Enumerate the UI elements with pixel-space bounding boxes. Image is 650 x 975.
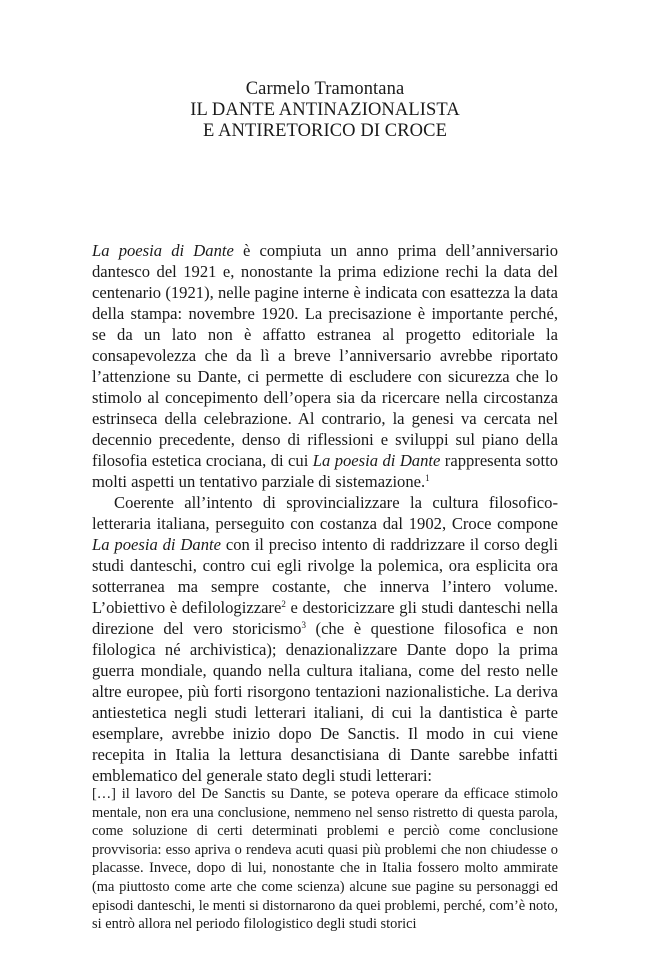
work-title-italic: La poesia di Dante (92, 535, 221, 554)
paragraph-2-text-d: (che è questione filosofica e non filologica né archivistica); denazionalizzare Dante dopo la prima guerra mondiale, quando nella cultura italiana, come del resto nelle altre europee, più forti risorgono tentazioni nazionalistiche. La deriva antiestetica negli studi letterari italiani, di cui la dantistica è parte esemplare, avrebbe inizio dopo De Sanctis. Il modo in cui viene recepita in Italia la lettura desanctisiana di Dante sarebbe infatti emblematico del generale stato degli studi letterari: (92, 619, 558, 785)
block-quote (92, 785, 558, 934)
paragraph-1-text-b: rappresenta sotto molti aspetti un tentativo parziale di sistemazione. (92, 451, 558, 491)
paragraph-2 (92, 492, 558, 786)
block-quote-text: […] il lavoro del De Sanctis su Dante, se poteva operare da efficace stimolo mentale, non era una conclusione, nemmeno nel senso ristretto di questa parola, come soluzione di certi determinati problemi e perciò come conclusione provvisoria: esso apriva o rendeva acuti quasi più problemi che non chiudesse o placasse. Invece, dopo di lui, nonostante che in Italia fossero molto ammirate (ma piuttosto come arte che come scienza) alcune sue pagine su personaggi ed episodi danteschi, le menti si distornarono da quei problemi, perché, com’è noto, si entrò allora nel periodo filologistico degli studi storici (92, 786, 558, 933)
paragraph-1 (92, 240, 558, 492)
chapter-header (0, 79, 650, 142)
paragraph-2-text-c: e destoricizzare gli studi danteschi nella direzione del vero storicismo (92, 598, 558, 638)
footnote-ref-1[interactable]: 1 (425, 473, 430, 483)
paragraph-1-text-a: è compiuta un anno prima dell’anniversario dantesco del 1921 e, nonostante la prima edizione rechi la data del centenario (1921), nelle pagine interne è indicata con esattezza la data della stampa: novembre 1920. La precisazione è importante perché, se da un lato non è affatto estranea al progetto editoriale la consapevolezza che da lì a breve l’anniversario avrebbe riportato l’attenzione su Dante, ci permette di escludere con sicurezza che lo stimolo al concepimento dell’opera sia da ricercare nella circostanza estrinseca della celebrazione. Al contrario, la genesi va cercata nel decennio precedente, denso di riflessioni e sviluppi sul piano della filosofia estetica crociana, di cui (92, 241, 558, 470)
body-text (92, 240, 558, 786)
paragraph-2-text-b: con il preciso intento di raddrizzare il corso degli studi danteschi, contro cui egli rivolge la polemica, ora esplicita ora sotterranea ma sempre costante, che innerva l’intero volume. L’obiettivo è defilologizzare (92, 535, 558, 617)
work-title-italic: La poesia di Dante (312, 451, 441, 470)
author-name: Carmelo Tramontana (245, 79, 405, 99)
chapter-title-line-2: E ANTIRETORICO DI CROCE (202, 121, 447, 141)
footnote-ref-3[interactable]: 3 (301, 620, 306, 630)
footnote-ref-2[interactable]: 2 (281, 599, 286, 609)
chapter-title-line-1: IL DANTE ANTINAZIONALISTA (190, 100, 460, 120)
work-title-italic: La poesia di Dante (92, 241, 234, 260)
paragraph-2-text-a: Coerente all’intento di sprovincializzare la cultura filosofico-letteraria italiana, perseguito con costanza dal 1902, Croce compone (92, 493, 558, 533)
